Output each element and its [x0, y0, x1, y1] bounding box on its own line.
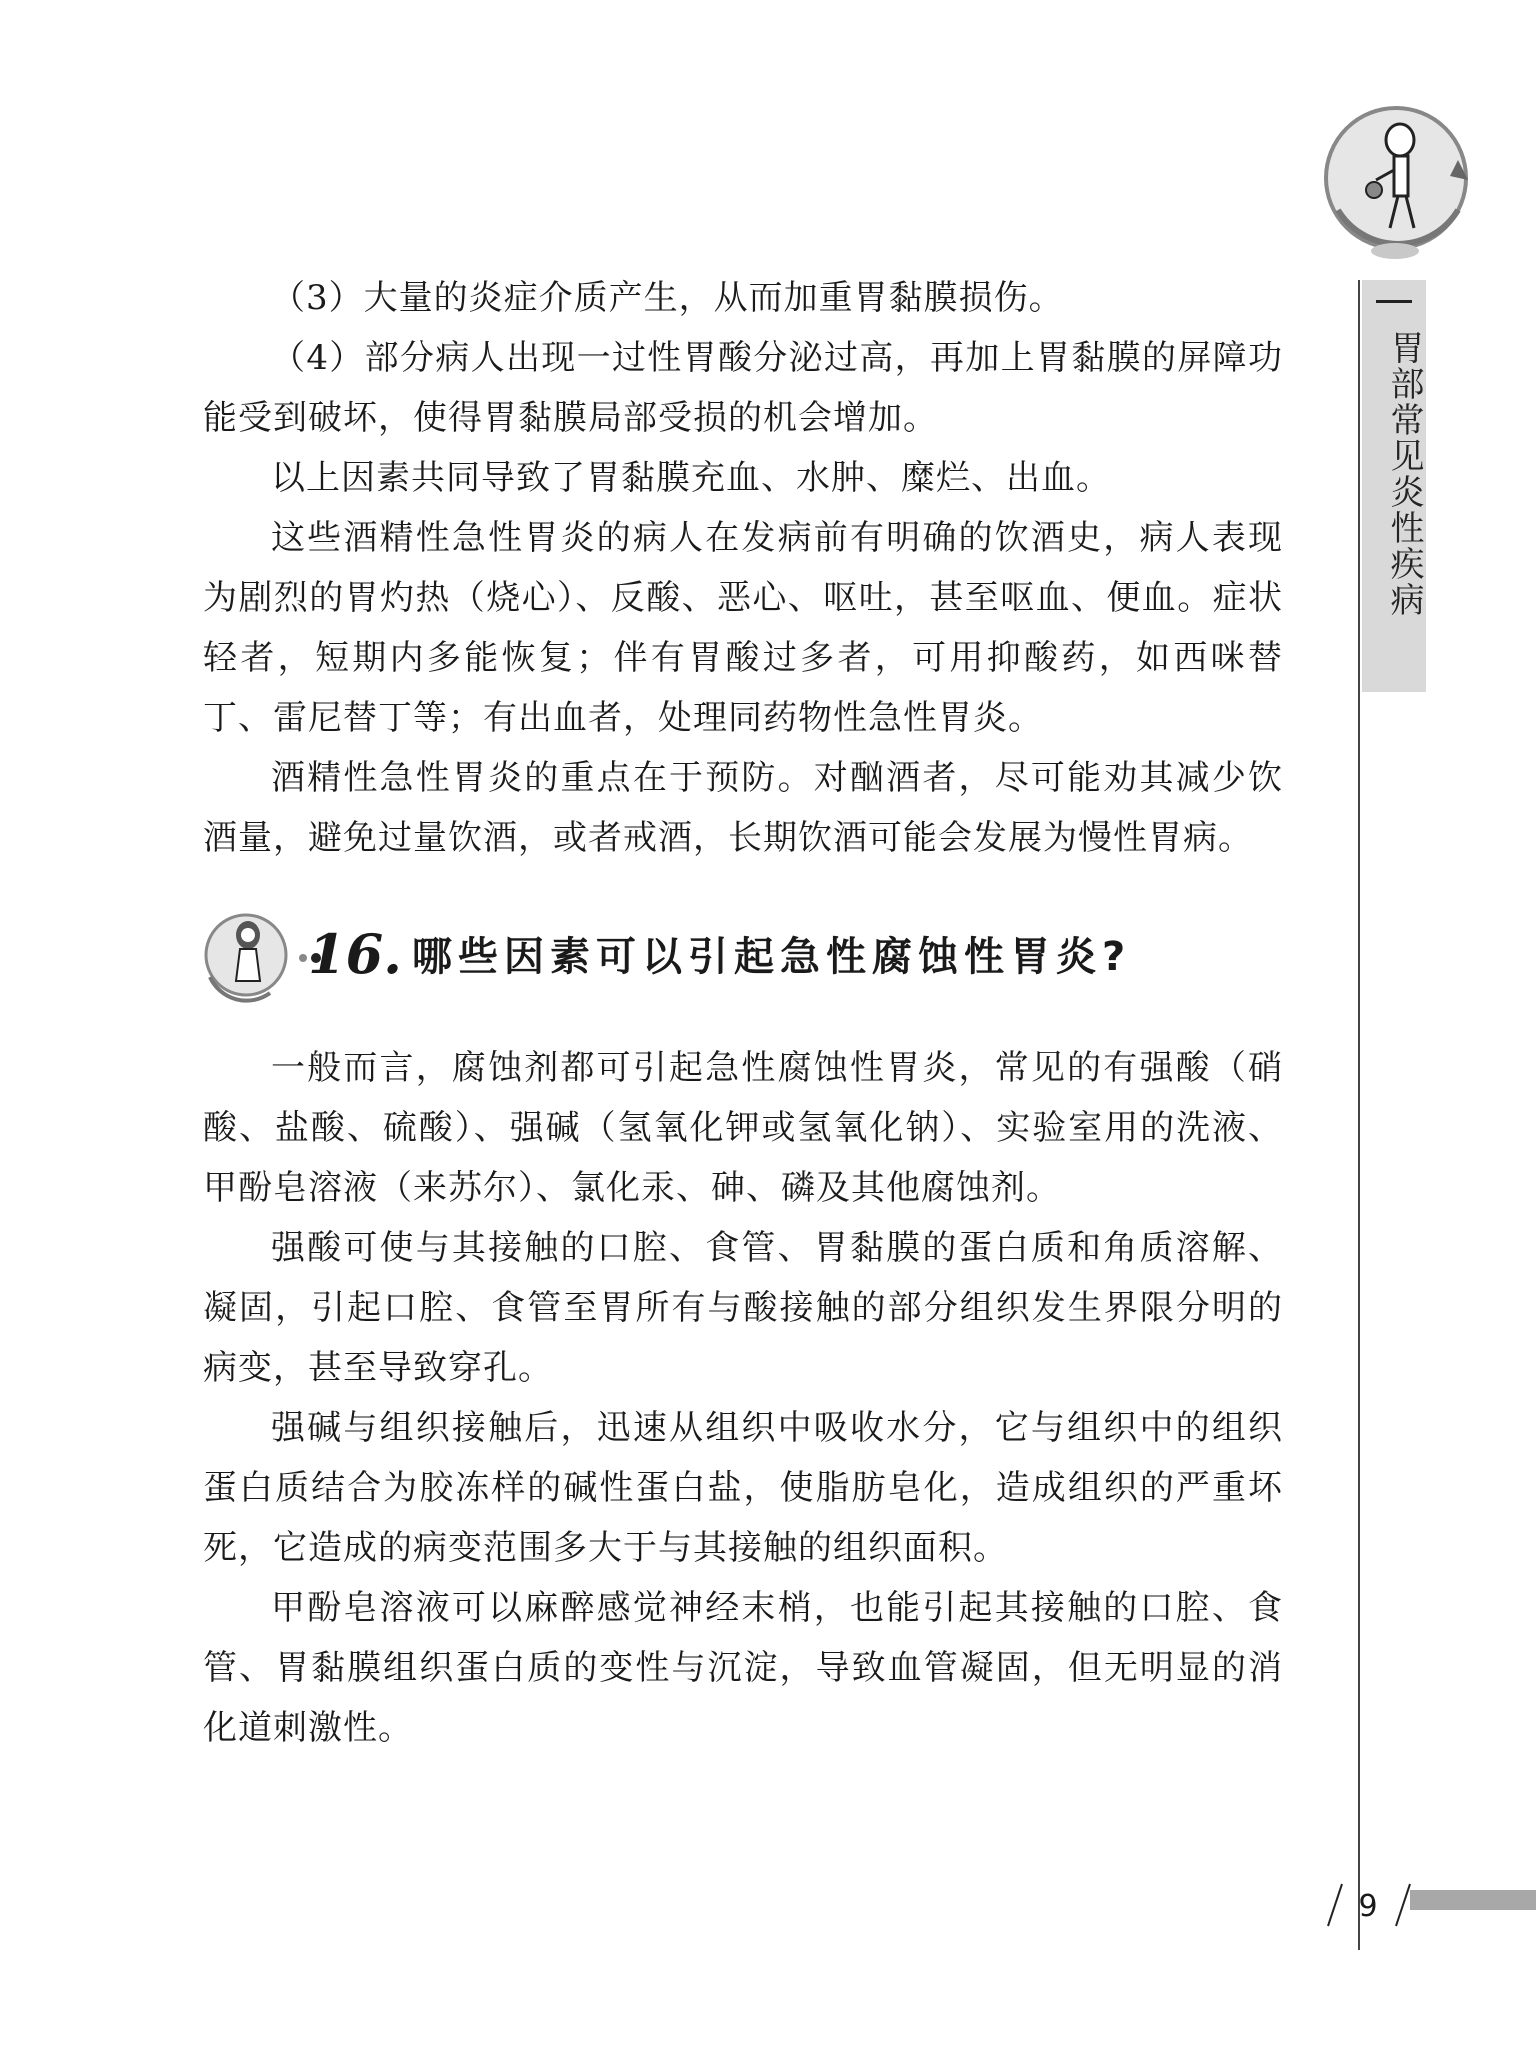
paragraph: 酒精性急性胃炎的重点在于预防。对酗酒者，尽可能劝其减少饮酒量，避免过量饮酒，或者戒酒，长期饮酒可能会发展为慢性胃病。 [203, 758, 1283, 858]
decorative-ellipse-icon [1370, 242, 1420, 260]
paragraph: 甲酚皂溶液可以麻醉感觉神经末梢，也能引起其接触的口腔、食管、胃黏膜组织蛋白质的变性与沉淀，导致血管凝固，但无明显的消化道刺激性。 [203, 1588, 1283, 1748]
section-number: 16. [308, 922, 402, 986]
cartoon-person-icon [200, 905, 292, 1005]
body-bottom [203, 1038, 1283, 1758]
cartoon-logo-icon [1318, 100, 1478, 260]
paragraph: 这些酒精性急性胃炎的病人在发病前有明确的饮酒史，病人表现为剧烈的胃灼热（烧心）、反酸、恶心、呕吐，甚至呕血、便血。症状轻者，短期内多能恢复；伴有胃酸过多者，可用抑酸药，如西咪替丁、雷尼替丁等；有出血者，处理同药物性急性胃炎。 [203, 518, 1283, 738]
paragraph: 强碱与组织接触后，迅速从组织中吸收水分，它与组织中的组织蛋白质结合为胶冻样的碱性蛋白盐，使脂肪皂化，造成组织的严重坏死，它造成的病变范围多大于与其接触的组织面积。 [203, 1408, 1283, 1568]
paragraph: （4）部分病人出现一过性胃酸分泌过高，再加上胃黏膜的屏障功能受到破坏，使得胃黏膜局部受损的机会增加。 [203, 338, 1283, 438]
paragraph: 以上因素共同导致了胃黏膜充血、水肿、糜烂、出血。 [271, 458, 1111, 498]
paragraph: 强酸可使与其接触的口腔、食管、胃黏膜的蛋白质和角质溶解、凝固，引起口腔、食管至胃所有与酸接触的部分组织发生界限分明的病变，甚至导致穿孔。 [203, 1228, 1283, 1388]
body-top [203, 268, 1283, 868]
page-bar [1410, 1890, 1536, 1910]
paragraph: （3）大量的炎症介质产生，从而加重胃黏膜损伤。 [271, 278, 1064, 318]
chapter-title: 胃部常见炎性疾病 [1384, 330, 1424, 618]
paragraph: 一般而言，腐蚀剂都可引起急性腐蚀性胃炎，常见的有强酸（硝酸、盐酸、硫酸）、强碱（氢氧化钾或氢氧化钠）、实验室用的洗液、甲酚皂溶液（来苏尔）、氯化汞、砷、磷及其他腐蚀剂。 [203, 1048, 1283, 1208]
section-heading [200, 905, 1300, 1015]
section-title: 哪些因素可以引起急性腐蚀性胃炎? [412, 934, 1132, 980]
side-divider [1358, 280, 1360, 1950]
chapter-mark [1376, 300, 1412, 303]
page-number: 9 [1358, 1889, 1378, 1924]
